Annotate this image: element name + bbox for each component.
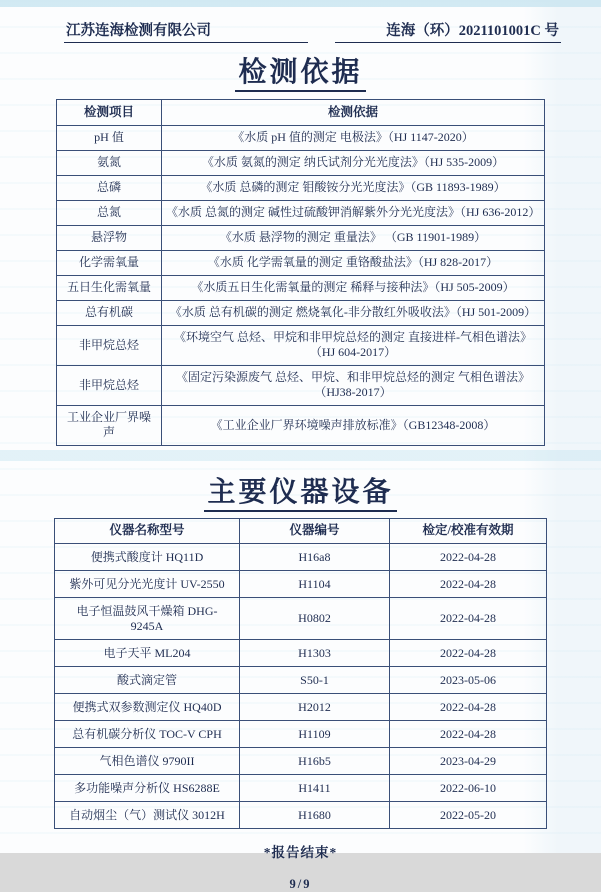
table-row (57, 405, 545, 445)
table-row (55, 544, 547, 571)
table-cell: 《水质 氨氮的测定 纳氏试剂分光光度法》（HJ 535-2009） (162, 150, 545, 175)
table-cell: 《工业企业厂界环境噪声排放标准》（GB12348-2008） (162, 405, 545, 445)
table-row (57, 125, 545, 150)
table-row (57, 365, 545, 405)
table-cell: 《环境空气 总烃、甲烷和非甲烷总烃的测定 直接进样-气相色谱法》（HJ 604-2017） (162, 325, 545, 365)
table-header-row (57, 100, 545, 126)
table-cell: 《水质 总磷的测定 钼酸铵分光光度法》（GB 11893-1989） (162, 175, 545, 200)
table-cell: 2022-04-28 (390, 544, 547, 571)
table-cell: 《水质 悬浮物的测定 重量法》 （GB 11901-1989） (162, 225, 545, 250)
table-cell: H1303 (240, 640, 390, 667)
table-row (57, 300, 545, 325)
table-row (57, 325, 545, 365)
table-row (57, 250, 545, 275)
table-row (55, 667, 547, 694)
table-cell: 电子恒温鼓风干燥箱 DHG-9245A (55, 598, 240, 640)
table-cell: 悬浮物 (57, 225, 162, 250)
column-header: 仪器编号 (240, 518, 390, 544)
table-cell: 化学需氧量 (57, 250, 162, 275)
table-cell: 《水质 pH 值的测定 电极法》（HJ 1147-2020） (162, 125, 545, 150)
table-cell: H1680 (240, 802, 390, 829)
table-row (55, 640, 547, 667)
table-row (57, 175, 545, 200)
table-cell: 2022-04-28 (390, 640, 547, 667)
section1-title: 检测依据 (235, 56, 365, 92)
table-cell: 总有机碳 (57, 300, 162, 325)
table-row (55, 775, 547, 802)
table-cell: H2012 (240, 694, 390, 721)
column-header: 检测项目 (57, 100, 162, 126)
instruments-table (54, 518, 547, 830)
table-row (57, 150, 545, 175)
table-cell: 《固定污染源废气 总烃、甲烷、和非甲烷总烃的测定 气相色谱法》（HJ38-2017） (162, 365, 545, 405)
table-cell: H1104 (240, 571, 390, 598)
table-cell: 2022-04-28 (390, 694, 547, 721)
testing-basis-table (56, 99, 545, 446)
table-row (55, 748, 547, 775)
column-header: 检测依据 (162, 100, 545, 126)
table-cell: 2022-04-28 (390, 571, 547, 598)
page-header (0, 0, 601, 43)
column-header: 仪器名称型号 (55, 518, 240, 544)
table-cell: 酸式滴定管 (55, 667, 240, 694)
table-cell: 气相色谱仪 9790II (55, 748, 240, 775)
table-cell: 2023-04-29 (390, 748, 547, 775)
table-cell: H16a8 (240, 544, 390, 571)
table-cell: 非甲烷总烃 (57, 325, 162, 365)
table-cell: H0802 (240, 598, 390, 640)
table-cell: 《水质五日生化需氧量的测定 稀释与接种法》（HJ 505-2009） (162, 275, 545, 300)
table-cell: 2022-05-20 (390, 802, 547, 829)
table-row (57, 200, 545, 225)
page-number: 9/9 (289, 877, 312, 892)
company-name: 江苏连海检测有限公司 (64, 19, 308, 43)
table-cell: 五日生化需氧量 (57, 275, 162, 300)
table-row (55, 802, 547, 829)
table-cell: 多功能噪声分析仪 HS6288E (55, 775, 240, 802)
report-end-note: *报告结束* (263, 845, 338, 861)
table-cell: 非甲烷总烃 (57, 365, 162, 405)
report-number: 连海（环）2021101001C 号 (335, 19, 561, 43)
table-cell: H16b5 (240, 748, 390, 775)
table-header-row (55, 518, 547, 544)
table-cell: 便携式酸度计 HQ11D (55, 544, 240, 571)
table-cell: H1109 (240, 721, 390, 748)
table-cell: 便携式双参数测定仪 HQ40D (55, 694, 240, 721)
table-row (57, 225, 545, 250)
table-cell: 紫外可见分光光度计 UV-2550 (55, 571, 240, 598)
table-cell: 2022-04-28 (390, 721, 547, 748)
table-cell: 《水质 总有机碳的测定 燃烧氧化-非分散红外吸收法》（HJ 501-2009） (162, 300, 545, 325)
section2-title: 主要仪器设备 (204, 476, 396, 512)
table-cell: pH 值 (57, 125, 162, 150)
table-cell: 工业企业厂界噪声 (57, 405, 162, 445)
table-cell: 电子天平 ML204 (55, 640, 240, 667)
table-cell: 2023-05-06 (390, 667, 547, 694)
table-row (55, 571, 547, 598)
table-cell: 总氮 (57, 200, 162, 225)
table-cell: 《水质 化学需氧量的测定 重铬酸盐法》（HJ 828-2017） (162, 250, 545, 275)
table-cell: 总有机碳分析仪 TOC-V CPH (55, 721, 240, 748)
table-cell: 总磷 (57, 175, 162, 200)
table-row (55, 598, 547, 640)
table-cell: 《水质 总氮的测定 碱性过硫酸钾消解紫外分光光度法》（HJ 636-2012） (162, 200, 545, 225)
table-cell: 2022-06-10 (390, 775, 547, 802)
table-cell: 2022-04-28 (390, 598, 547, 640)
table-cell: H1411 (240, 775, 390, 802)
table-cell: 氨氮 (57, 150, 162, 175)
table-cell: S50-1 (240, 667, 390, 694)
table-row (55, 694, 547, 721)
column-header: 检定/校准有效期 (390, 518, 547, 544)
table-row (57, 275, 545, 300)
table-cell: 自动烟尘（气）测试仪 3012H (55, 802, 240, 829)
table-row (55, 721, 547, 748)
